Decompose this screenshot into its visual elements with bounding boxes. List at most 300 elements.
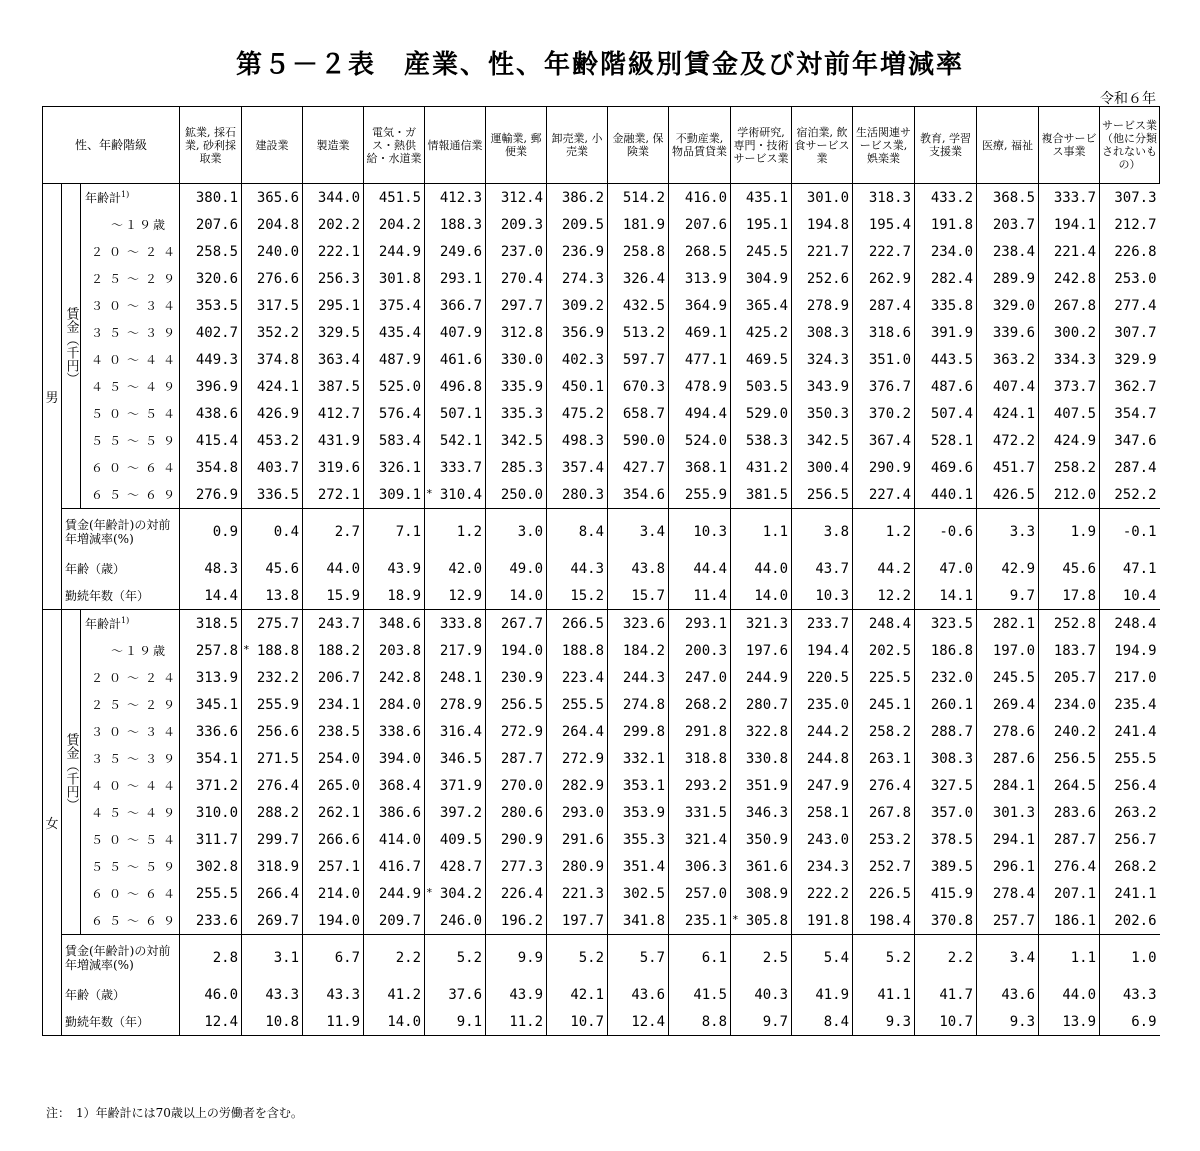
value-text: 295.1 xyxy=(317,297,361,314)
value-text: 425.2 xyxy=(745,324,789,341)
value-cell xyxy=(1100,1008,1160,1036)
header-industry: 製造業 xyxy=(303,107,364,184)
value-cell xyxy=(547,346,608,373)
value-text: 342.5 xyxy=(500,432,544,449)
value-cell xyxy=(977,346,1039,373)
value-text: 469.1 xyxy=(684,324,728,341)
value-text: 529.0 xyxy=(745,405,789,422)
value-text: 266.5 xyxy=(561,615,605,632)
value-text: 191.8 xyxy=(930,216,974,233)
value-text: 274.3 xyxy=(561,270,605,287)
value-text: 3.4 xyxy=(1009,950,1036,966)
value-cell xyxy=(853,238,915,265)
value-cell xyxy=(915,637,977,664)
table-row xyxy=(43,346,1160,373)
value-text: 323.6 xyxy=(622,615,666,632)
value-cell xyxy=(242,799,303,826)
value-cell xyxy=(303,637,364,664)
value-cell xyxy=(915,799,977,826)
value-cell xyxy=(853,509,915,556)
header-industry: 鉱業, 採石業, 砂利採取業 xyxy=(180,107,242,184)
value-cell xyxy=(853,772,915,799)
value-text: 217.0 xyxy=(1114,669,1157,686)
value-text: 285.3 xyxy=(500,459,544,476)
value-cell xyxy=(180,373,242,400)
value-cell xyxy=(242,346,303,373)
value-cell xyxy=(425,400,486,427)
value-cell xyxy=(853,745,915,772)
value-cell xyxy=(608,664,669,691)
value-text: 371.2 xyxy=(195,777,239,794)
row-label xyxy=(81,637,180,664)
value-text: 256.4 xyxy=(1114,777,1157,794)
value-cell xyxy=(853,799,915,826)
value-cell xyxy=(977,935,1039,982)
value-cell xyxy=(792,826,853,853)
value-cell xyxy=(792,292,853,319)
table-row xyxy=(43,481,1160,509)
table-row xyxy=(43,907,1160,935)
value-text: 318.8 xyxy=(684,750,728,767)
value-text: 12.2 xyxy=(877,587,912,604)
value-text: 278.4 xyxy=(992,885,1036,902)
value-text: 507.4 xyxy=(930,405,974,422)
rate-label: 賃金(年齢計)の対前年増減率(%) xyxy=(62,509,180,556)
value-cell xyxy=(608,346,669,373)
value-cell xyxy=(242,664,303,691)
value-text: 427.7 xyxy=(622,459,666,476)
value-cell xyxy=(915,454,977,481)
value-text: 244.9 xyxy=(378,885,422,902)
value-text: 244.9 xyxy=(745,669,789,686)
value-cell xyxy=(731,184,792,212)
value-text: 227.4 xyxy=(868,486,912,503)
value-text: 317.5 xyxy=(256,297,300,314)
value-text: 181.9 xyxy=(622,216,666,233)
value-text: 283.6 xyxy=(1053,804,1097,821)
value-cell xyxy=(364,772,425,799)
value-text: 451.5 xyxy=(378,189,422,206)
value-cell xyxy=(977,745,1039,772)
value-cell xyxy=(977,238,1039,265)
value-cell xyxy=(792,211,853,238)
value-cell xyxy=(242,265,303,292)
value-text: 428.7 xyxy=(439,858,483,875)
value-cell xyxy=(425,265,486,292)
value-text: 308.3 xyxy=(806,324,850,341)
value-cell xyxy=(425,292,486,319)
value-cell xyxy=(853,826,915,853)
value-text: 202.5 xyxy=(868,642,912,659)
value-text: 2.5 xyxy=(762,950,789,966)
value-text: 331.5 xyxy=(684,804,728,821)
row-label xyxy=(81,373,180,400)
value-cell xyxy=(915,826,977,853)
value-cell xyxy=(731,745,792,772)
value-cell xyxy=(425,555,486,582)
value-text: 318.3 xyxy=(868,189,912,206)
value-cell xyxy=(792,555,853,582)
value-cell xyxy=(792,799,853,826)
value-text: 277.3 xyxy=(500,858,544,875)
value-cell xyxy=(915,610,977,638)
value-cell xyxy=(792,745,853,772)
value-text: 240.0 xyxy=(256,243,300,260)
table-row xyxy=(43,772,1160,799)
value-cell xyxy=(547,454,608,481)
value-text: 272.1 xyxy=(317,486,361,503)
value-cell xyxy=(1039,880,1100,907)
value-text: 304.9 xyxy=(745,270,789,287)
value-cell xyxy=(303,1008,364,1036)
value-text: 253.0 xyxy=(1114,270,1157,287)
table-row xyxy=(43,427,1160,454)
value-text: 221.3 xyxy=(561,885,605,902)
value-cell xyxy=(792,610,853,638)
value-cell xyxy=(669,853,731,880)
value-text: 214.0 xyxy=(317,885,361,902)
value-text: 424.1 xyxy=(992,405,1036,422)
table-row xyxy=(43,238,1160,265)
value-cell xyxy=(915,1008,977,1036)
value-text: 513.2 xyxy=(622,324,666,341)
value-text: 3.8 xyxy=(823,524,850,540)
value-text: 453.2 xyxy=(256,432,300,449)
value-cell xyxy=(486,610,547,638)
value-text: 43.6 xyxy=(1001,986,1036,1003)
value-text: 368.4 xyxy=(378,777,422,794)
value-cell xyxy=(608,509,669,556)
value-text: 294.1 xyxy=(992,831,1036,848)
value-cell xyxy=(547,184,608,212)
value-text: 258.5 xyxy=(195,243,239,260)
value-cell xyxy=(792,427,853,454)
value-text: 207.6 xyxy=(684,216,728,233)
value-text: 280.6 xyxy=(500,804,544,821)
value-text: 514.2 xyxy=(622,189,666,206)
value-text: 3.0 xyxy=(517,524,544,540)
row-label-text: ５０～５４ xyxy=(91,833,182,847)
table-row xyxy=(43,211,1160,238)
value-cell xyxy=(731,400,792,427)
row-label xyxy=(81,907,180,935)
value-cell xyxy=(1039,664,1100,691)
value-text: 431.2 xyxy=(745,459,789,476)
value-cell xyxy=(792,1008,853,1036)
value-cell xyxy=(792,935,853,982)
rate-label: 賃金(年齢計)の対前年増減率(%) xyxy=(62,935,180,982)
value-text: 249.6 xyxy=(439,243,483,260)
value-cell xyxy=(364,238,425,265)
value-cell xyxy=(608,582,669,610)
value-cell xyxy=(977,718,1039,745)
value-text: 222.2 xyxy=(806,885,850,902)
value-cell xyxy=(669,745,731,772)
value-text: 289.9 xyxy=(992,270,1036,287)
value-text: 353.9 xyxy=(622,804,666,821)
value-cell xyxy=(547,582,608,610)
value-text: 282.4 xyxy=(930,270,974,287)
value-cell xyxy=(180,509,242,556)
value-text: 1.1 xyxy=(762,524,789,540)
value-cell xyxy=(425,346,486,373)
value-text: 255.5 xyxy=(561,696,605,713)
header-row xyxy=(43,107,1160,184)
value-text: 542.1 xyxy=(439,432,483,449)
value-text: 203.8 xyxy=(378,642,422,659)
value-cell xyxy=(731,610,792,638)
value-cell xyxy=(303,211,364,238)
value-text: 503.5 xyxy=(745,378,789,395)
value-cell xyxy=(547,292,608,319)
value-text: 415.9 xyxy=(930,885,974,902)
value-text: 14.1 xyxy=(939,587,974,604)
value-cell xyxy=(180,292,242,319)
value-cell xyxy=(303,265,364,292)
row-label-text: ３５～３９ xyxy=(91,326,182,340)
value-text: 247.0 xyxy=(684,669,728,686)
value-text: 396.9 xyxy=(195,378,239,395)
value-cell xyxy=(242,555,303,582)
value-text: 253.2 xyxy=(868,831,912,848)
value-cell xyxy=(303,981,364,1008)
value-text: 280.9 xyxy=(561,858,605,875)
value-cell xyxy=(792,637,853,664)
value-text: 217.9 xyxy=(439,642,483,659)
value-cell xyxy=(180,1008,242,1036)
row-label xyxy=(81,238,180,265)
value-cell xyxy=(731,555,792,582)
value-cell xyxy=(1039,292,1100,319)
value-text: 209.7 xyxy=(378,912,422,929)
value-text: 272.9 xyxy=(500,723,544,740)
value-text: 49.0 xyxy=(509,560,544,577)
value-text: 287.7 xyxy=(1053,831,1097,848)
value-text: 268.2 xyxy=(684,696,728,713)
value-cell xyxy=(303,184,364,212)
value-cell xyxy=(547,238,608,265)
table-row xyxy=(43,454,1160,481)
value-cell xyxy=(608,981,669,1008)
value-text: 332.1 xyxy=(622,750,666,767)
value-cell xyxy=(425,481,486,509)
value-text: 252.8 xyxy=(1053,615,1097,632)
value-text: 397.2 xyxy=(439,804,483,821)
value-cell xyxy=(364,907,425,935)
row-label-text: ５５～５９ xyxy=(91,434,182,448)
value-text: 12.4 xyxy=(631,1013,666,1030)
value-cell xyxy=(977,799,1039,826)
value-text: 233.7 xyxy=(806,615,850,632)
value-cell xyxy=(547,637,608,664)
value-text: 305.8 xyxy=(745,912,789,929)
value-cell xyxy=(608,745,669,772)
value-text: 371.9 xyxy=(439,777,483,794)
value-text: 195.4 xyxy=(868,216,912,233)
value-cell xyxy=(853,907,915,935)
value-text: 8.4 xyxy=(823,1013,850,1030)
value-cell xyxy=(731,637,792,664)
value-cell xyxy=(364,1008,425,1036)
value-text: 12.9 xyxy=(448,587,483,604)
value-cell xyxy=(731,373,792,400)
value-cell xyxy=(303,745,364,772)
value-cell xyxy=(1100,184,1160,212)
value-cell xyxy=(425,981,486,1008)
value-cell xyxy=(303,799,364,826)
value-text: 9.9 xyxy=(517,950,544,966)
value-text: 409.5 xyxy=(439,831,483,848)
value-cell xyxy=(608,691,669,718)
value-text: 43.3 xyxy=(1122,986,1157,1003)
value-cell xyxy=(364,691,425,718)
value-cell xyxy=(669,427,731,454)
value-cell xyxy=(303,880,364,907)
value-text: 43.7 xyxy=(815,560,850,577)
row-label-text: ４５～４９ xyxy=(91,806,182,820)
value-cell xyxy=(364,853,425,880)
value-text: 336.5 xyxy=(256,486,300,503)
value-text: 220.5 xyxy=(806,669,850,686)
value-cell xyxy=(242,427,303,454)
header-industry: サービス業（他に分類されないもの） xyxy=(1100,107,1160,184)
value-cell xyxy=(1100,427,1160,454)
value-text: 275.7 xyxy=(256,615,300,632)
value-text: 243.7 xyxy=(317,615,361,632)
value-text: 352.2 xyxy=(256,324,300,341)
value-text: 200.3 xyxy=(684,642,728,659)
value-text: 309.1 xyxy=(378,486,422,503)
value-cell xyxy=(977,853,1039,880)
value-text: 234.0 xyxy=(930,243,974,260)
value-cell xyxy=(731,346,792,373)
value-cell xyxy=(1100,481,1160,509)
value-cell xyxy=(915,238,977,265)
row-label-text: ５５～５９ xyxy=(91,860,182,874)
value-cell xyxy=(853,211,915,238)
table-row xyxy=(43,826,1160,853)
value-cell xyxy=(486,481,547,509)
value-text: 245.5 xyxy=(992,669,1036,686)
value-text: 355.3 xyxy=(622,831,666,848)
value-text: 197.0 xyxy=(992,642,1036,659)
value-text: 45.6 xyxy=(1062,560,1097,577)
value-text: 41.9 xyxy=(815,986,850,1003)
value-cell xyxy=(608,826,669,853)
value-cell xyxy=(425,745,486,772)
value-cell xyxy=(180,582,242,610)
value-text: 290.9 xyxy=(868,459,912,476)
value-cell xyxy=(425,427,486,454)
value-text: 263.2 xyxy=(1114,804,1157,821)
value-text: 353.5 xyxy=(195,297,239,314)
value-text: 365.4 xyxy=(745,297,789,314)
value-text: 43.9 xyxy=(509,986,544,1003)
value-cell xyxy=(364,826,425,853)
value-text: 5.2 xyxy=(885,950,912,966)
value-cell xyxy=(731,772,792,799)
tenure-row xyxy=(43,582,1160,610)
value-cell xyxy=(1100,853,1160,880)
value-text: 256.3 xyxy=(317,270,361,287)
value-text: 280.3 xyxy=(561,486,605,503)
value-text: 313.9 xyxy=(195,669,239,686)
value-cell xyxy=(486,907,547,935)
value-text: 658.7 xyxy=(622,405,666,422)
header-industry: 建設業 xyxy=(242,107,303,184)
value-cell xyxy=(915,691,977,718)
value-text: 335.8 xyxy=(930,297,974,314)
value-text: 43.6 xyxy=(631,986,666,1003)
value-cell xyxy=(731,427,792,454)
value-cell xyxy=(915,211,977,238)
header-industry: 運輸業, 郵便業 xyxy=(486,107,547,184)
value-text: 194.1 xyxy=(1053,216,1097,233)
value-text: 42.9 xyxy=(1001,560,1036,577)
value-cell xyxy=(1039,346,1100,373)
value-text: 41.1 xyxy=(877,986,912,1003)
header-industry: 不動産業, 物品賃貸業 xyxy=(669,107,731,184)
value-cell xyxy=(669,265,731,292)
value-cell xyxy=(915,292,977,319)
value-cell xyxy=(425,880,486,907)
value-cell xyxy=(1039,610,1100,638)
value-cell xyxy=(1039,718,1100,745)
value-text: 348.6 xyxy=(378,615,422,632)
value-text: 244.2 xyxy=(806,723,850,740)
row-label xyxy=(81,610,180,638)
wage-group-label: 賃金（千円） xyxy=(62,610,81,935)
value-cell xyxy=(1039,319,1100,346)
value-cell xyxy=(303,691,364,718)
value-text: 350.3 xyxy=(806,405,850,422)
value-text: 230.9 xyxy=(500,669,544,686)
value-text: 402.7 xyxy=(195,324,239,341)
value-text: 469.5 xyxy=(745,351,789,368)
value-cell xyxy=(977,400,1039,427)
value-text: 308.9 xyxy=(745,885,789,902)
value-text: 590.0 xyxy=(622,432,666,449)
value-text: 267.8 xyxy=(868,804,912,821)
value-cell xyxy=(242,691,303,718)
value-cell xyxy=(1100,718,1160,745)
value-cell xyxy=(853,265,915,292)
value-text: 237.0 xyxy=(500,243,544,260)
value-text: 222.1 xyxy=(317,243,361,260)
value-text: 188.8 xyxy=(256,642,300,659)
value-cell xyxy=(303,427,364,454)
value-text: 225.5 xyxy=(868,669,912,686)
row-label xyxy=(81,880,180,907)
value-text: 329.9 xyxy=(1114,351,1157,368)
value-text: 363.2 xyxy=(992,351,1036,368)
value-text: 15.7 xyxy=(631,587,666,604)
value-text: 10.4 xyxy=(1122,587,1157,604)
value-cell xyxy=(425,799,486,826)
value-text: 280.7 xyxy=(745,696,789,713)
value-text: 293.1 xyxy=(684,615,728,632)
value-text: 380.1 xyxy=(195,189,239,206)
value-text: 341.8 xyxy=(622,912,666,929)
age-row xyxy=(43,981,1160,1008)
value-cell xyxy=(180,691,242,718)
value-cell xyxy=(1100,400,1160,427)
value-cell xyxy=(1100,826,1160,853)
value-cell xyxy=(547,509,608,556)
value-cell xyxy=(731,799,792,826)
value-text: 6.7 xyxy=(334,950,361,966)
value-cell xyxy=(486,935,547,982)
